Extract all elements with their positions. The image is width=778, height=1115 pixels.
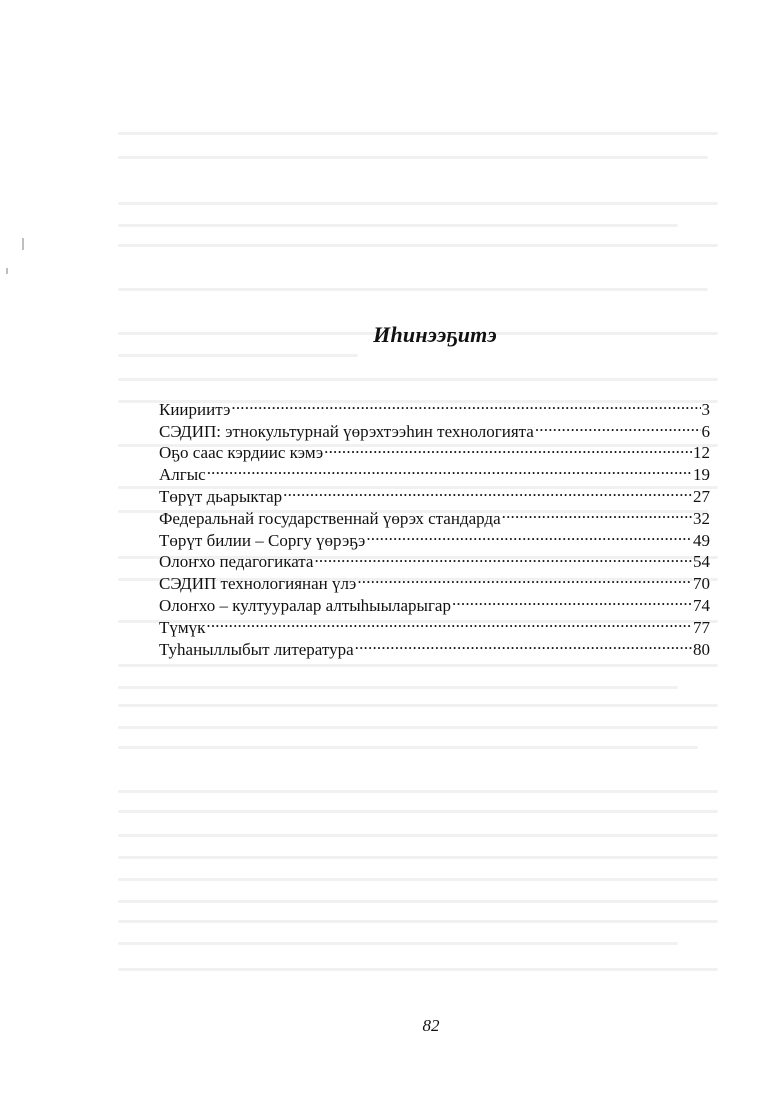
toc-entry[interactable] <box>159 393 710 419</box>
scan-mark <box>6 268 8 274</box>
toc-entry-page: 80 <box>693 639 710 659</box>
toc-entry-label: СЭДИП: этнокультурнай үөрэхтээһин технологията <box>159 421 534 441</box>
toc-entry-page: 77 <box>693 617 710 637</box>
toc-entry[interactable] <box>159 458 710 485</box>
toc-entry-label: Туһаныллыбыт литература <box>159 639 354 659</box>
toc-entry-label: Алгыс <box>159 465 206 485</box>
toc-entry-page: 32 <box>693 508 710 528</box>
toc-entry-page: 49 <box>693 530 710 550</box>
toc-leader-dots <box>207 458 692 480</box>
toc-leader-dots <box>324 437 692 459</box>
toc-entry-label: Төрүт билии – Соргу үөрэҕэ <box>159 530 366 550</box>
toc-entry[interactable] <box>159 480 710 506</box>
toc-leader-dots <box>502 502 692 524</box>
scan-mark <box>22 238 24 250</box>
toc-entry-page: 3 <box>701 399 710 419</box>
toc-entry-label: Олоҥхо – култууралар алтыһыыларыгар <box>159 595 451 615</box>
toc-entry-page: 27 <box>693 486 710 506</box>
toc-leader-dots <box>452 589 692 611</box>
page-title: Иһинээҕитэ <box>373 322 497 347</box>
toc-entry[interactable] <box>159 633 710 659</box>
toc-entry[interactable] <box>159 611 710 637</box>
toc-entry-page: 74 <box>693 595 710 615</box>
toc-entry-label: Федеральнай государственнай үөрэх стандарда <box>159 508 501 528</box>
toc-entry[interactable] <box>159 415 710 441</box>
toc-leader-dots <box>535 415 701 437</box>
toc-entry-page: 19 <box>693 465 710 485</box>
toc-entry-page: 6 <box>701 421 710 441</box>
toc-entry-label: Олоҥхо педагогиката <box>159 552 314 572</box>
toc-leader-dots <box>357 567 692 589</box>
toc-leader-dots <box>314 546 692 568</box>
toc-leader-dots <box>366 524 692 546</box>
toc-leader-dots <box>206 611 692 633</box>
page-number: 82 <box>422 1016 440 1035</box>
toc-entry-label: Түмүк <box>159 617 206 637</box>
toc-entry-label: СЭДИП технологиянан үлэ <box>159 574 357 594</box>
toc-leader-dots <box>355 633 692 655</box>
table-of-contents <box>159 393 710 659</box>
toc-entry-page: 12 <box>693 443 710 463</box>
toc-entry-page: 54 <box>693 552 710 572</box>
toc-entry-page: 70 <box>693 574 710 594</box>
toc-entry-label: Төрүт дьарыктар <box>159 486 283 506</box>
toc-entry-label: Киириитэ <box>159 399 231 419</box>
toc-entry-label: Оҕо саас кэрдиис кэмэ <box>159 443 324 463</box>
toc-leader-dots <box>283 480 692 502</box>
toc-leader-dots <box>231 393 700 415</box>
